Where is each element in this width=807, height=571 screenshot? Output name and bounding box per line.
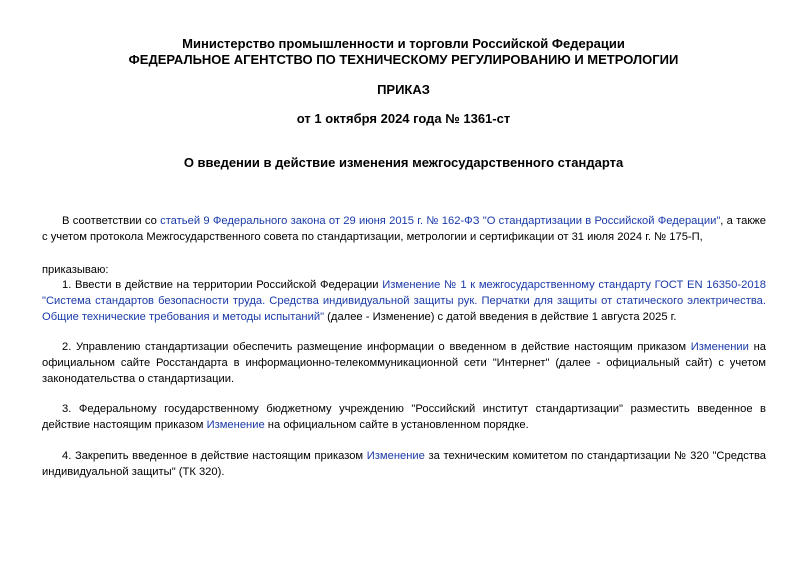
item-2-paragraph bbox=[42, 339, 766, 387]
amendment-link-4[interactable]: Изменение bbox=[366, 450, 425, 462]
item-4-prefix: 4. Закрепить введенное в действие настоящим приказом bbox=[62, 450, 367, 462]
item-1-suffix: (далее - Изменение) с датой введения в действие 1 августа 2025 г. bbox=[324, 311, 677, 323]
item-4-suffix: за техническим комитетом по стандартизации № 320 "Средства индивидуальной защиты" (ТК 320). bbox=[42, 450, 766, 478]
law-article-link[interactable]: статьей 9 Федерального закона от 29 июня 2015 г. № 162-ФЗ "О стандартизации в Российской Федерации" bbox=[160, 215, 721, 227]
intro-prefix: В соответствии со bbox=[62, 215, 161, 227]
item-4-paragraph bbox=[42, 448, 766, 480]
document-date-number: от 1 октября 2024 года № 1361-ст bbox=[296, 111, 511, 126]
ministry-title: Министерство промышленности и торговли Российской Федерации bbox=[182, 36, 625, 51]
document-type: ПРИКАЗ bbox=[377, 82, 430, 97]
item-1-prefix: 1. Ввести в действие на территории Российской Федерации bbox=[62, 279, 383, 291]
amendment-link-2[interactable]: Изменении bbox=[690, 341, 749, 353]
intro-paragraph bbox=[42, 213, 766, 245]
agency-title: ФЕДЕРАЛЬНОЕ АГЕНТСТВО ПО ТЕХНИЧЕСКОМУ РЕГУЛИРОВАНИЮ И МЕТРОЛОГИИ bbox=[128, 52, 679, 67]
item-3-prefix: 3. Федеральному государственному бюджетному учреждению "Российский институт стандартизации" разместить введенное в действие настоящим приказом bbox=[42, 403, 766, 431]
intro-suffix: , а также с учетом протокола Межгосударственного совета по стандартизации, метрологии и сертификации от 31 июля 2024 г. № 175-П, bbox=[42, 215, 766, 243]
document-subject: О введении в действие изменения межгосударственного стандарта bbox=[183, 155, 624, 170]
amendment-link-3[interactable]: Изменение bbox=[206, 419, 265, 431]
order-word: приказываю: bbox=[42, 264, 109, 276]
item-3-suffix: на официальном сайте в установленном порядке. bbox=[264, 419, 529, 431]
standard-amendment-link[interactable]: Изменение № 1 к межгосударственному стандарту ГОСТ EN 16350-2018 "Система стандартов безопасности труда. Средства индивидуальной защиты рук. Перчатки для защиты от статического электричества. Общие технические требования и методы испытаний" bbox=[42, 279, 766, 323]
item-3-paragraph bbox=[42, 401, 766, 433]
item-2-suffix: на официальном сайте Росстандарта в информационно-телекоммуникационной сети "Интернет" (далее - официальный сайт) с учетом законодательства о стандартизации. bbox=[42, 341, 766, 385]
item-2-prefix: 2. Управлению стандартизации обеспечить размещение информации о введенном в действие настоящим приказом bbox=[62, 341, 691, 353]
item-1-paragraph bbox=[42, 277, 766, 325]
